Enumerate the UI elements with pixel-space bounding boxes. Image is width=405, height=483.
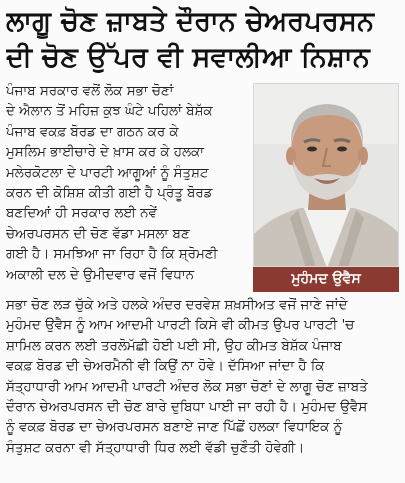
article-line: ਮੁਸਲਿਮ ਭਾਈਚਾਰੇ ਦੇ ਖ਼ਾਸ ਕਰ ਕੇ ਹਲਕਾ [6, 145, 204, 161]
article-line: ਗਈ ਹੈ। ਸਮਝਿਆ ਜਾ ਰਿਹਾ ਹੈ ਕਿ ਸ਼੍ਰੋਮਣੀ [6, 247, 218, 263]
headline-line-1: ਲਾਗੂ ਚੋਣ ਜ਼ਾਬਤੇ ਦੌਰਾਨ ਚੇਅਰਪਰਸਨ [6, 6, 375, 37]
article-line: ਦੌਰਾਨ ਚੇਅਰਪਰਸਨ ਦੀ ਚੋਣ ਬਾਰੇ ਦੁਬਿਧਾ ਪਾਈ ਜਾ ਰਹੀ ਹੈ। ਮੁਹੰਮਦ ਉਵੈਸ [6, 400, 368, 416]
article-line: ਪੰਜਾਬ ਸਰਕਾਰ ਵਲੋਂ ਲੋਕ ਸਭਾ ਚੋਣਾਂ [6, 84, 174, 99]
article-line: ਬਣਦਿਆਂ ਹੀ ਸਰਕਾਰ ਲਈ ਨਵੇਂ [6, 206, 157, 222]
portrait-illustration [254, 84, 399, 267]
article-line: ਚੇਅਰਪਰਸਨ ਦੀ ਚੋਣ ਵੱਡਾ ਮਸਲਾ ਬਣ [6, 226, 190, 242]
article-line: ਦੇ ਐਲਾਨ ਤੋਂ ਮਹਿਜ਼ ਕੁਝ ਘੰਟੇ ਪਹਿਲਾਂ ਬੇਸ਼ੱਕ [6, 104, 213, 120]
article-column-narrow [6, 82, 246, 286]
article-line: ਮਲੇਰਕੋਟਲਾ ਦੇ ਪਾਰਟੀ ਆਗੂਆਂ ਨੂੰ ਸੰਤੁਸ਼ਟ [6, 165, 209, 181]
article-line: ਸ਼ਾਮਿਲ ਕਰਨ ਲਈ ਤਰਲੋਮੱਛੀ ਹੋਈ ਪਈ ਸੀ, ਉਹ ਕੀਮਤ ਬੇਸ਼ੱਕ ਪੰਜਾਬ [6, 338, 342, 354]
article-line: ਕਰਨ ਦੀ ਕੋਸ਼ਿਸ਼ ਕੀਤੀ ਗਈ ਹੈ ਪ੍ਰੰਤੂ ਬੋਰਡ [6, 186, 213, 202]
article-line: ਨੂੰ ਵਕਫ਼ ਬੋਰਡ ਦਾ ਚੇਅਰਪਰਸਨ ਬਣਾਏ ਜਾਣ ਪਿੱਛੋਂ ਹਲਕਾ ਵਿਧਾਇਕ ਨੂੰ [6, 420, 343, 436]
article-line: ਵਕਫ਼ ਬੋਰਡ ਦੀ ਚੇਅਰਮੈਨੀ ਵੀ ਕਿਉਂ ਨਾ ਹੋਵੇ। ਦੱਸਿਆ ਜਾਂਦਾ ਹੈ ਕਿ [6, 359, 325, 375]
headline-line-2: ਦੀ ਚੋਣ ਉੱਪਰ ਵੀ ਸਵਾਲੀਆ ਨਿਸ਼ਾਨ [6, 42, 370, 73]
article-line: ਸਭਾ ਚੋਣ ਲੜ ਚੁੱਕੇ ਅਤੇ ਹਲਕੇ ਅੰਦਰ ਦਰਵੇਸ਼ ਸ਼ਖ਼ਸੀਅਤ ਵਜੋਂ ਜਾਣੇ ਜਾਂਦੇ [6, 298, 348, 313]
article-line: ਪੰਜਾਬ ਵਕਫ਼ ਬੋਰਡ ਦਾ ਗਠਨ ਕਰ ਕੇ [6, 124, 179, 140]
headline [6, 4, 399, 76]
photo-caption: ਮੁਹੰਮਦ ਉਵੈਸ [253, 267, 399, 292]
portrait-photo [253, 83, 399, 267]
article-line: ਮੁਹੰਮਦ ਉਵੈਸ ਨੂੰ ਆਮ ਆਦਮੀ ਪਾਰਟੀ ਕਿਸੇ ਵੀ ਕੀਮਤ ਉਪਰ ਪਾਰਟੀ 'ਚ [6, 318, 355, 334]
article-column-wide [6, 296, 399, 459]
article-line: ਅਕਾਲੀ ਦਲ ਦੇ ਉਮੀਦਵਾਰ ਵਜੋਂ ਵਿਧਾਨ [6, 267, 194, 283]
article-line: ਸੱਤ੍ਹਾਧਾਰੀ ਆਮ ਆਦਮੀ ਪਾਰਟੀ ਅੰਦਰ ਲੋਕ ਸਭਾ ਚੋਣਾਂ ਦੇ ਲਾਗੂ ਚੋਣ ਜ਼ਾਬਤੇ [6, 379, 368, 395]
article-line: ਸੰਤੁਸ਼ਟ ਕਰਨਾ ਵੀ ਸੱਤ੍ਹਾਧਾਰੀ ਧਿਰ ਲਈ ਵੱਡੀ ਚੁਣੌਤੀ ਹੋਵੇਗੀ। [6, 440, 305, 456]
